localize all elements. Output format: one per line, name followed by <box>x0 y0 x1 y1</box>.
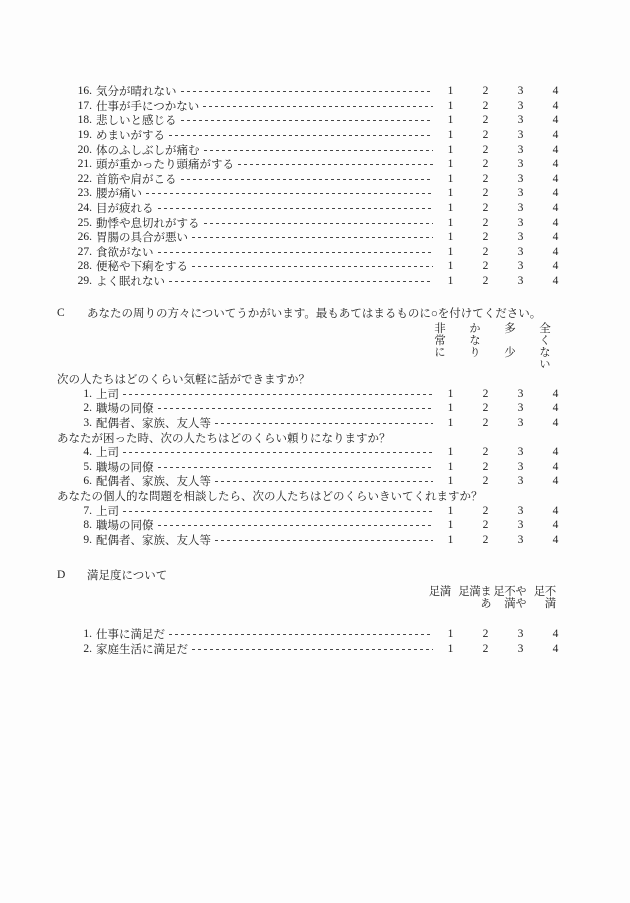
rating-header-dissatisfied: 不満足 <box>532 584 556 609</box>
dash-leader <box>192 237 433 238</box>
rating-options <box>433 643 573 655</box>
item-number: 1. <box>83 387 92 400</box>
item-row-27 <box>75 245 573 260</box>
rating-option-2[interactable]: 2 <box>482 275 489 288</box>
rating-option-3[interactable]: 3 <box>517 460 524 473</box>
rating-option-3[interactable]: 3 <box>517 519 524 532</box>
item-label: 動悸や息切れがする <box>96 217 200 230</box>
page-content <box>57 84 573 656</box>
dash-leader <box>238 164 433 165</box>
rating-option-4[interactable]: 4 <box>552 627 559 640</box>
rating-option-1[interactable]: 1 <box>447 202 454 215</box>
item-number: 19. <box>77 129 92 142</box>
rating-options <box>433 231 573 243</box>
rating-options <box>433 417 573 429</box>
rating-option-3[interactable]: 3 <box>517 245 524 258</box>
item-number: 2. <box>83 642 92 655</box>
item-row-c5 <box>75 459 573 474</box>
rating-option-2[interactable]: 2 <box>482 642 489 655</box>
rating-option-4[interactable]: 4 <box>552 158 559 171</box>
item-number: 20. <box>77 143 92 156</box>
rating-option-4[interactable]: 4 <box>552 99 559 112</box>
rating-options <box>433 519 573 531</box>
rating-option-1[interactable]: 1 <box>447 642 454 655</box>
item-row-d1 <box>75 627 573 642</box>
rating-option-3[interactable]: 3 <box>517 85 524 98</box>
rating-option-1[interactable]: 1 <box>447 216 454 229</box>
dash-leader <box>181 91 434 92</box>
rating-option-3[interactable]: 3 <box>517 216 524 229</box>
item-row-16 <box>75 84 573 99</box>
rating-options <box>433 173 573 185</box>
item-row-c6 <box>75 474 573 489</box>
dash-leader <box>204 223 434 224</box>
item-number: 26. <box>77 231 92 244</box>
section-c-group-3 <box>57 503 573 547</box>
rating-option-1[interactable]: 1 <box>447 275 454 288</box>
rating-option-4[interactable]: 4 <box>552 475 559 488</box>
rating-option-4[interactable]: 4 <box>552 533 559 546</box>
item-row-24 <box>75 201 573 216</box>
group-lead-question: あなたの個人的な問題を相談したら、次の人たちはどのくらいきいてくれますか？ <box>57 490 483 503</box>
rating-option-2[interactable]: 2 <box>482 446 489 459</box>
item-label: 家庭生活に満足だ <box>96 643 188 656</box>
item-number: 18. <box>77 114 92 127</box>
dash-leader <box>203 106 433 107</box>
item-row-c8 <box>75 518 573 533</box>
dash-leader <box>169 634 433 635</box>
item-row-c4 <box>75 445 573 460</box>
dash-leader <box>123 452 433 453</box>
rating-option-3[interactable]: 3 <box>517 446 524 459</box>
rating-option-1[interactable]: 1 <box>447 143 454 156</box>
section-b-item-list <box>57 84 573 288</box>
item-label: めまいがする <box>96 130 165 143</box>
rating-option-1[interactable]: 1 <box>447 114 454 127</box>
section-letter: C <box>57 306 65 319</box>
rating-option-4[interactable]: 4 <box>552 275 559 288</box>
rating-option-2[interactable]: 2 <box>482 129 489 142</box>
rating-header-very-much: 非常に <box>433 321 445 358</box>
rating-options <box>433 402 573 414</box>
item-number: 17. <box>77 99 92 112</box>
rating-options <box>433 475 573 487</box>
rating-options <box>433 100 573 112</box>
item-label: よく眠れない <box>96 276 165 289</box>
rating-option-1[interactable]: 1 <box>447 460 454 473</box>
rating-option-3[interactable]: 3 <box>517 642 524 655</box>
rating-options <box>433 129 573 141</box>
rating-option-1[interactable]: 1 <box>447 129 454 142</box>
rating-option-1[interactable]: 1 <box>447 475 454 488</box>
item-label: 職場の同僚 <box>96 461 154 474</box>
rating-option-4[interactable]: 4 <box>552 202 559 215</box>
item-number: 8. <box>83 519 92 532</box>
rating-options <box>433 446 573 458</box>
item-row-c9 <box>75 532 573 547</box>
rating-options <box>433 144 573 156</box>
item-row-21 <box>75 157 573 172</box>
rating-option-3[interactable]: 3 <box>517 202 524 215</box>
item-number: 4. <box>83 446 92 459</box>
rating-option-2[interactable]: 2 <box>482 627 489 640</box>
rating-option-2[interactable]: 2 <box>482 231 489 244</box>
rating-option-3[interactable]: 3 <box>517 187 524 200</box>
item-number: 1. <box>83 627 92 640</box>
rating-option-2[interactable]: 2 <box>482 216 489 229</box>
rating-option-2[interactable]: 2 <box>482 143 489 156</box>
item-label: 上司 <box>96 388 119 401</box>
rating-option-4[interactable]: 4 <box>552 129 559 142</box>
rating-option-2[interactable]: 2 <box>482 402 489 415</box>
item-label: 上司 <box>96 505 119 518</box>
rating-option-4[interactable]: 4 <box>552 143 559 156</box>
rating-option-2[interactable]: 2 <box>482 85 489 98</box>
rating-option-3[interactable]: 3 <box>517 387 524 400</box>
group-lead-question: 次の人たちはどのくらい気軽に話ができますか？ <box>57 374 310 387</box>
dash-leader <box>169 135 433 136</box>
item-label: 上司 <box>96 447 119 460</box>
rating-option-1[interactable]: 1 <box>447 533 454 546</box>
item-label: 配偶者、家族、友人等 <box>96 534 211 547</box>
item-label: 食欲がない <box>96 246 154 259</box>
item-row-18 <box>75 113 573 128</box>
section-title: 満足度について <box>87 570 168 583</box>
rating-options <box>433 260 573 272</box>
rating-option-2[interactable]: 2 <box>482 158 489 171</box>
dash-leader <box>158 252 434 253</box>
item-label: 配偶者、家族、友人等 <box>96 476 211 489</box>
rating-header-somewhat-satisfied: まあ 満 足 <box>457 584 491 609</box>
item-row-20 <box>75 142 573 157</box>
rating-header-satisfied: 満 足 <box>427 584 451 609</box>
rating-option-1[interactable]: 1 <box>447 519 454 532</box>
dash-leader <box>192 266 433 267</box>
rating-option-2[interactable]: 2 <box>482 245 489 258</box>
item-row-23 <box>75 186 573 201</box>
item-row-22 <box>75 172 573 187</box>
rating-option-2[interactable]: 2 <box>482 99 489 112</box>
rating-options <box>433 388 573 400</box>
dash-leader <box>158 408 434 409</box>
rating-option-1[interactable]: 1 <box>447 85 454 98</box>
rating-options <box>433 505 573 517</box>
rating-option-1[interactable]: 1 <box>447 504 454 517</box>
header-spacer <box>57 583 433 620</box>
rating-header-somewhat: 多 少 <box>503 321 515 358</box>
rating-option-2[interactable]: 2 <box>482 260 489 273</box>
section-d-rating-headers <box>57 583 573 620</box>
item-number: 2. <box>83 402 92 415</box>
dash-leader <box>158 208 434 209</box>
rating-option-4[interactable]: 4 <box>552 519 559 532</box>
rating-option-3[interactable]: 3 <box>517 129 524 142</box>
item-number: 16. <box>77 85 92 98</box>
rating-option-4[interactable]: 4 <box>552 231 559 244</box>
section-c-heading <box>57 305 573 320</box>
item-label: 腰が痛い <box>96 188 142 201</box>
dash-leader <box>181 120 434 121</box>
rating-option-4[interactable]: 4 <box>552 446 559 459</box>
rating-option-4[interactable]: 4 <box>552 387 559 400</box>
rating-option-2[interactable]: 2 <box>482 504 489 517</box>
rating-option-3[interactable]: 3 <box>517 475 524 488</box>
item-label: 配偶者、家族、友人等 <box>96 417 211 430</box>
item-number: 23. <box>77 187 92 200</box>
section-letter: D <box>57 569 66 582</box>
rating-options <box>433 461 573 473</box>
item-label: 目が疲れる <box>96 203 154 216</box>
rating-option-3[interactable]: 3 <box>517 416 524 429</box>
rating-option-4[interactable]: 4 <box>552 245 559 258</box>
rating-option-1[interactable]: 1 <box>447 387 454 400</box>
rating-option-1[interactable]: 1 <box>447 172 454 185</box>
rating-option-4[interactable]: 4 <box>552 260 559 273</box>
rating-option-2[interactable]: 2 <box>482 519 489 532</box>
item-row-d2 <box>75 641 573 656</box>
rating-option-4[interactable]: 4 <box>552 416 559 429</box>
rating-option-4[interactable]: 4 <box>552 172 559 185</box>
rating-option-1[interactable]: 1 <box>447 99 454 112</box>
rating-option-3[interactable]: 3 <box>517 99 524 112</box>
rating-option-3[interactable]: 3 <box>517 275 524 288</box>
item-row-26 <box>75 230 573 245</box>
rating-option-4[interactable]: 4 <box>552 402 559 415</box>
rating-option-4[interactable]: 4 <box>552 216 559 229</box>
rating-option-4[interactable]: 4 <box>552 85 559 98</box>
item-number: 27. <box>77 245 92 258</box>
rating-option-1[interactable]: 1 <box>447 260 454 273</box>
rating-options <box>433 246 573 258</box>
rating-option-3[interactable]: 3 <box>517 114 524 127</box>
rating-options <box>433 158 573 170</box>
item-label: 仕事に満足だ <box>96 628 165 641</box>
item-number: 25. <box>77 216 92 229</box>
rating-option-1[interactable]: 1 <box>447 158 454 171</box>
item-number: 28. <box>77 260 92 273</box>
group-lead-question: あなたが困った時、次の人たちはどのくらい頼りになりますか？ <box>57 432 391 445</box>
item-number: 5. <box>83 460 92 473</box>
rating-option-2[interactable]: 2 <box>482 475 489 488</box>
item-row-c3 <box>75 416 573 431</box>
rating-option-4[interactable]: 4 <box>552 504 559 517</box>
item-label: 気分が晴れない <box>96 86 177 99</box>
item-row-c1 <box>75 387 573 402</box>
item-label: 首筋や肩がこる <box>96 173 177 186</box>
section-c-group-2 <box>57 445 573 489</box>
rating-option-4[interactable]: 4 <box>552 642 559 655</box>
item-number: 9. <box>83 533 92 546</box>
item-label: 胃腸の具合が悪い <box>96 232 188 245</box>
dash-leader <box>146 193 433 194</box>
item-label: 仕事が手につかない <box>96 100 200 113</box>
item-row-19 <box>75 128 573 143</box>
rating-option-3[interactable]: 3 <box>517 158 524 171</box>
rating-option-2[interactable]: 2 <box>482 172 489 185</box>
dash-leader <box>158 525 434 526</box>
item-number: 21. <box>77 158 92 171</box>
item-row-c7 <box>75 503 573 518</box>
rating-option-2[interactable]: 2 <box>482 202 489 215</box>
rating-options <box>433 85 573 97</box>
item-number: 6. <box>83 475 92 488</box>
section-c-rating-headers <box>57 320 573 372</box>
rating-option-3[interactable]: 3 <box>517 231 524 244</box>
rating-options <box>433 114 573 126</box>
item-label: 悲しいと感じる <box>96 115 177 128</box>
rating-header-somewhat-dissatisfied: やや 不満足 <box>492 584 526 609</box>
item-row-28 <box>75 259 573 274</box>
item-label: 便秘や下痢をする <box>96 261 188 274</box>
item-label: 職場の同僚 <box>96 403 154 416</box>
item-number: 3. <box>83 416 92 429</box>
rating-option-1[interactable]: 1 <box>447 187 454 200</box>
rating-option-4[interactable]: 4 <box>552 114 559 127</box>
item-row-17 <box>75 99 573 114</box>
rating-option-3[interactable]: 3 <box>517 533 524 546</box>
item-number: 24. <box>77 202 92 215</box>
rating-option-3[interactable]: 3 <box>517 143 524 156</box>
dash-leader <box>123 394 433 395</box>
rating-option-3[interactable]: 3 <box>517 260 524 273</box>
rating-option-3[interactable]: 3 <box>517 627 524 640</box>
section-c-group-1 <box>57 387 573 431</box>
item-row-29 <box>75 274 573 289</box>
section-d-item-list <box>57 627 573 656</box>
rating-option-3[interactable]: 3 <box>517 504 524 517</box>
section-title: あなたの周りの方々についてうかがいます。最もあてはまるものに○を付けてください。 <box>87 307 542 320</box>
rating-option-2[interactable]: 2 <box>482 460 489 473</box>
rating-option-1[interactable]: 1 <box>447 402 454 415</box>
rating-options <box>433 534 573 546</box>
rating-option-2[interactable]: 2 <box>482 416 489 429</box>
dash-leader <box>169 281 433 282</box>
header-spacer <box>57 320 433 372</box>
rating-option-1[interactable]: 1 <box>447 446 454 459</box>
rating-header-not-at-all: 全くない <box>538 321 550 370</box>
rating-option-1[interactable]: 1 <box>447 245 454 258</box>
rating-option-2[interactable]: 2 <box>482 387 489 400</box>
rating-option-3[interactable]: 3 <box>517 172 524 185</box>
item-number: 7. <box>83 504 92 517</box>
rating-options <box>433 217 573 229</box>
rating-options <box>433 202 573 214</box>
rating-option-3[interactable]: 3 <box>517 402 524 415</box>
rating-option-4[interactable]: 4 <box>552 460 559 473</box>
rating-option-4[interactable]: 4 <box>552 187 559 200</box>
item-number: 29. <box>77 275 92 288</box>
dash-leader <box>192 649 433 650</box>
rating-option-2[interactable]: 2 <box>482 533 489 546</box>
dash-leader <box>123 511 433 512</box>
rating-header-quite-a-bit: かなり <box>468 321 480 358</box>
rating-option-1[interactable]: 1 <box>447 627 454 640</box>
section-d-heading <box>57 568 573 583</box>
rating-options <box>433 187 573 199</box>
item-row-25 <box>75 215 573 230</box>
rating-option-2[interactable]: 2 <box>482 114 489 127</box>
rating-option-2[interactable]: 2 <box>482 187 489 200</box>
dash-leader <box>181 179 434 180</box>
rating-option-1[interactable]: 1 <box>447 231 454 244</box>
rating-options <box>433 628 573 640</box>
item-row-c2 <box>75 401 573 416</box>
item-label: 職場の同僚 <box>96 520 154 533</box>
item-label: 頭が重かったり頭痛がする <box>96 159 234 172</box>
dash-leader <box>215 423 433 424</box>
item-number: 22. <box>77 172 92 185</box>
rating-options <box>433 275 573 287</box>
item-label: 体のふしぶしが痛む <box>96 144 200 157</box>
dash-leader <box>204 150 434 151</box>
rating-option-1[interactable]: 1 <box>447 416 454 429</box>
dash-leader <box>215 540 433 541</box>
dash-leader <box>158 467 434 468</box>
dash-leader <box>215 481 433 482</box>
